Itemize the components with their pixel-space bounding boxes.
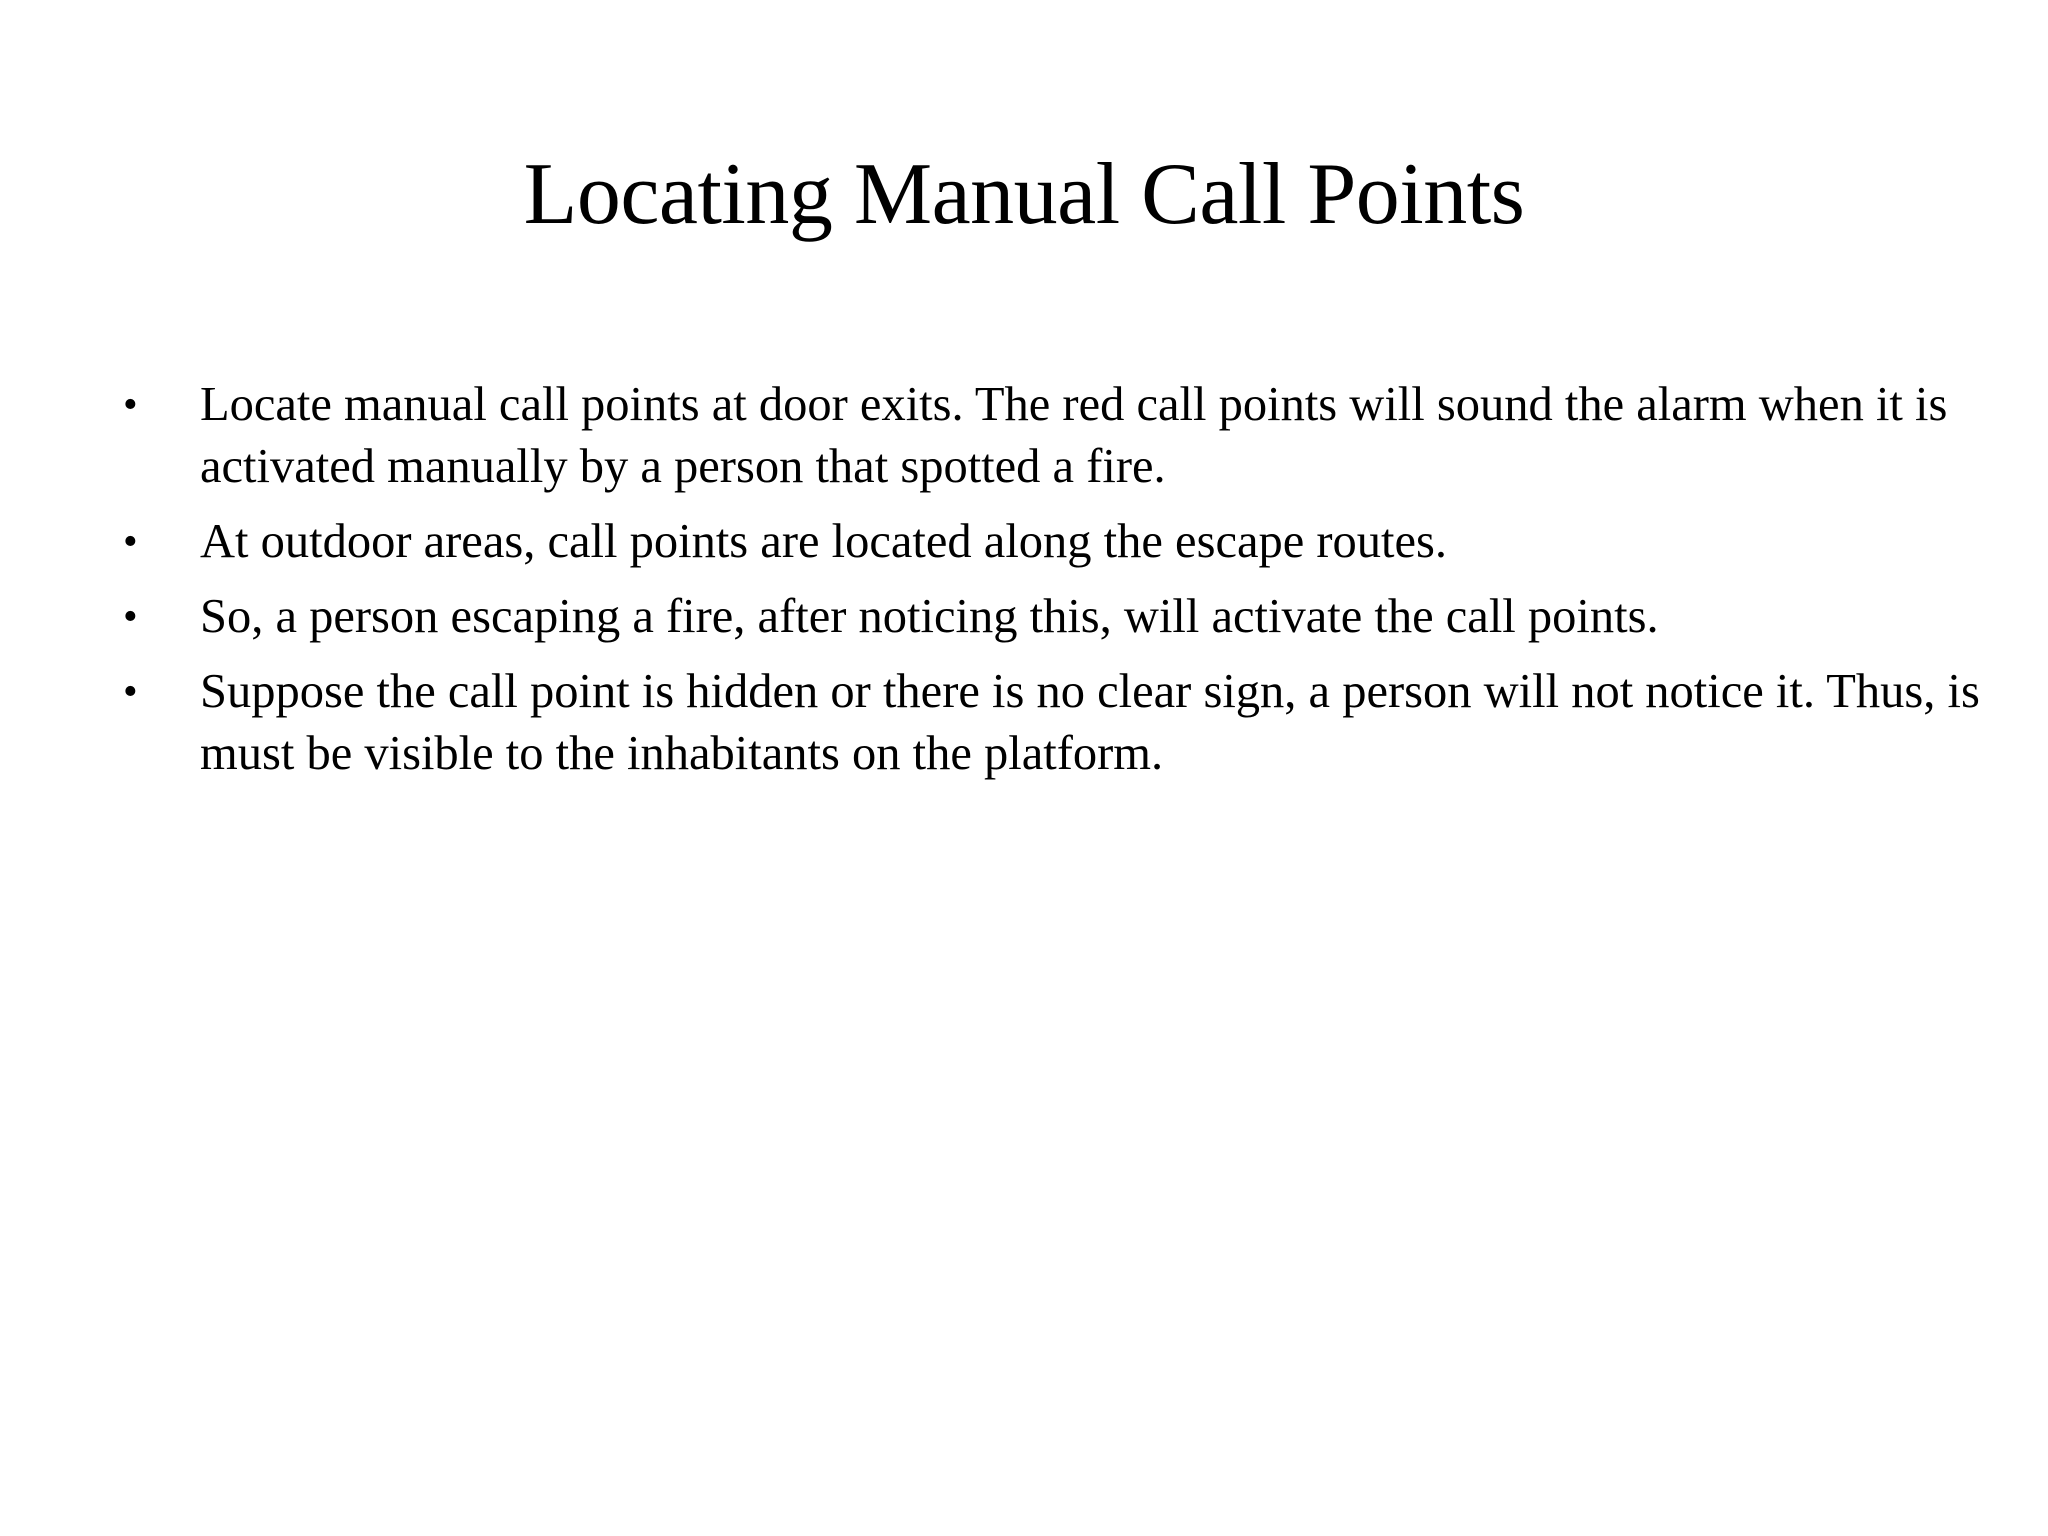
bullet-point-icon: • (123, 382, 138, 428)
bullet-list (115, 374, 1985, 798)
bullet-text: At outdoor areas, call points are located along the escape routes. (200, 515, 1448, 568)
bullet-item (115, 661, 1985, 785)
bullet-point-icon: • (123, 594, 138, 640)
bullet-text: Suppose the call point is hidden or there is no clear sign, a person will not notice it. Thus, is must be visible to the inhabitants on the platform. (200, 665, 1980, 780)
slide-title: Locating Manual Call Points (523, 146, 1525, 243)
bullet-item (115, 586, 1985, 648)
bullet-text: Locate manual call points at door exits. The red call points will sound the alarm when it is activated manually by a person that spotted a fire. (200, 378, 1948, 493)
bullet-item (115, 374, 1985, 498)
bullet-item (115, 511, 1985, 573)
bullet-point-icon: • (123, 519, 138, 565)
bullet-point-icon: • (123, 669, 138, 715)
bullet-text: So, a person escaping a fire, after noticing this, will activate the call points. (200, 590, 1659, 643)
